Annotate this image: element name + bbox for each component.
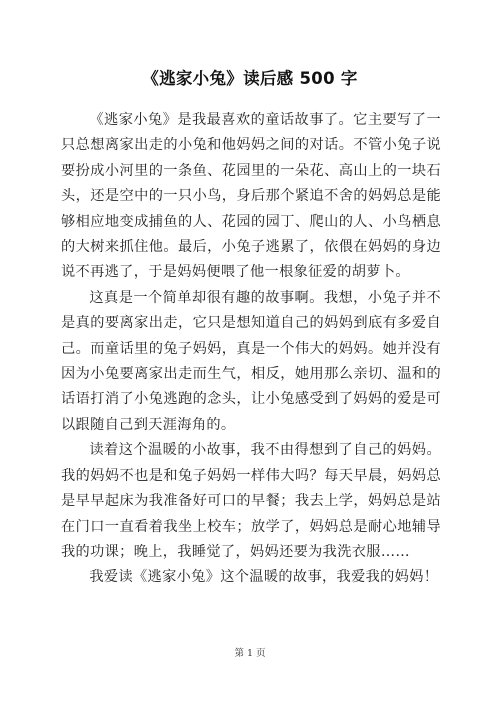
paragraph-1: 《逃家小兔》是我最喜欢的童话故事了。它主要写了一只总想离家出走的小兔和他妈妈之间的对话。不管小兔子说要扮成小河里的一条鱼、花园里的一朵花、高山上的一块石头，还是空中的一只小鸟，身后那个紧追不舍的妈妈总是能够相应地变成捕鱼的人、花园的园丁、爬山的人、小鸟栖息的大树来抓住他。最后，小兔子逃累了，依偎在妈妈的身边说不再逃了，于是妈妈便喂了他一根象征爱的胡萝卜。: [61, 112, 441, 281]
paragraph-4: 我爱读《逃家小兔》这个温暖的故事，我爱我的妈妈！: [89, 569, 439, 586]
document-body: [61, 108, 441, 591]
paragraph-2: 这真是一个简单却很有趣的故事啊。我想，小兔子并不是真的要离家出走，它只是想知道自己的妈妈到底有多爱自己。而童话里的兔子妈妈，真是一个伟大的妈妈。她并没有因为小兔要离家出走而生气，相反，她用那么亲切、温和的话语打消了小兔逃跑的念头，让小兔感受到了妈妈的爱是可以跟随自己到天涯海角的。: [61, 289, 441, 433]
document-title: 《逃家小兔》读后感 500 字: [142, 69, 358, 88]
page-number: 第 1 页: [234, 648, 266, 659]
paragraph-3: 读着这个温暖的小故事，我不由得想到了自己的妈妈。我的妈妈不也是和兔子妈妈一样伟大吗？每天早晨，妈妈总是早早起床为我准备好可口的早餐；我去上学，妈妈总是站在门口一直看着我坐上校车；放学了，妈妈总是耐心地辅导我的功课；晚上，我睡觉了，妈妈还要为我洗衣服……: [61, 442, 441, 560]
